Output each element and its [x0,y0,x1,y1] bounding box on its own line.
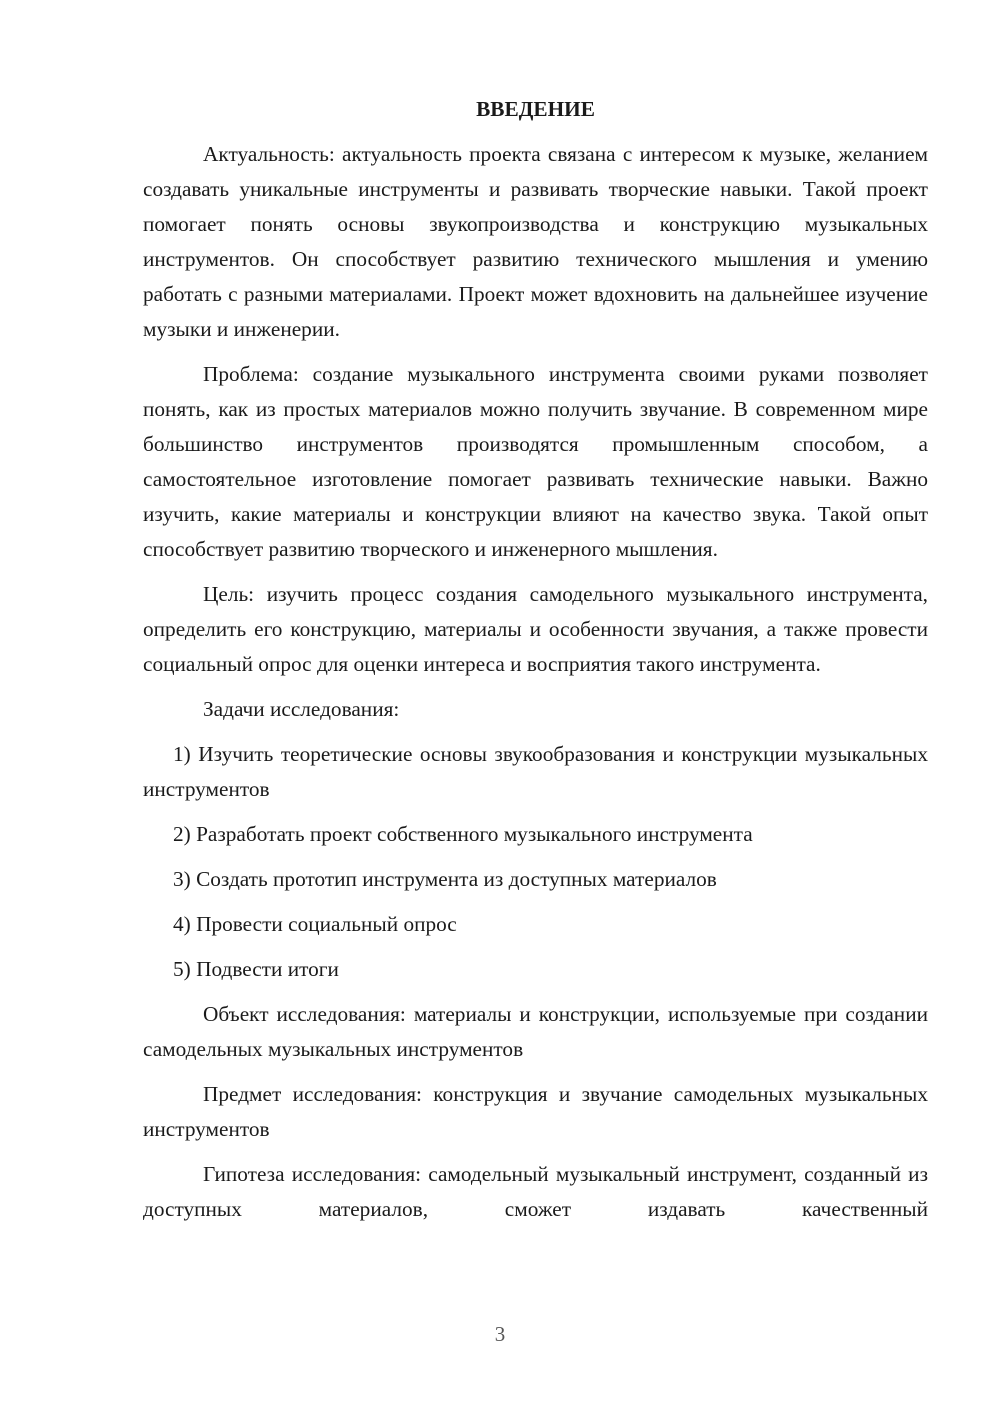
paragraph-problem: Проблема: создание музыкального инструмента своими руками позволяет понять, как из простых материалов можно получить звучание. В современном мире большинство инструментов производятся промышленным способом, а самостоятельное изготовление помогает развивать технические навыки. Важно изучить, какие материалы и конструкции влияют на качество звука. Такой опыт способствует развитию творческого и инженерного мышления. [143,362,928,561]
page-number: 3 [494,1322,506,1346]
paragraph-subject: Предмет исследования: конструкция и звучание самодельных музыкальных инструментов [143,1082,928,1141]
paragraph-relevance: Актуальность: актуальность проекта связана с интересом к музыке, желанием создавать уникальные инструменты и развивать творческие навыки. Такой проект помогает понять основы звукопроизводства и конструкцию музыкальных инструментов. Он способствует развитию технического мышления и умению работать с разными материалами. Проект может вдохновить на дальнейшее изучение музыки и инженерии. [143,142,928,341]
paragraph-goal: Цель: изучить процесс создания самодельного музыкального инструмента, определить его конструкцию, материалы и особенности звучания, а также провести социальный опрос для оценки интереса и восприятия такого инструмента. [143,582,928,676]
paragraph-object: Объект исследования: материалы и конструкции, используемые при создании самодельных музыкальных инструментов [143,1002,928,1061]
task-item-2: 2) Разработать проект собственного музыкального инструмента [173,822,753,846]
section-title: ВВЕДЕНИЕ [476,97,595,121]
task-item-3: 3) Создать прототип инструмента из доступных материалов [173,867,717,891]
document-page [143,92,928,1237]
task-item-4: 4) Провести социальный опрос [173,912,457,936]
task-item-5: 5) Подвести итоги [173,957,339,981]
task-item-1: 1) Изучить теоретические основы звукообразования и конструкции музыкальных инструментов [143,742,928,801]
paragraph-hypothesis: Гипотеза исследования: самодельный музыкальный инструмент, созданный из доступных материалов, сможет издавать качественный [143,1162,928,1221]
tasks-heading: Задачи исследования: [203,697,400,721]
